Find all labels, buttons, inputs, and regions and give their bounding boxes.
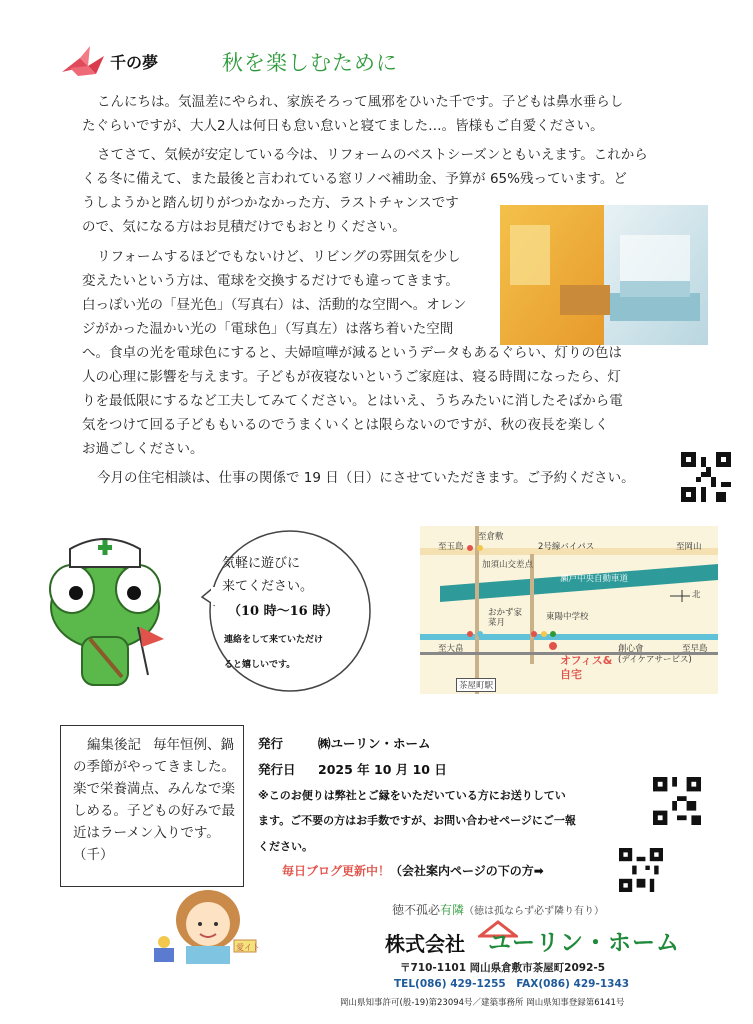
paper-crane-icon	[60, 44, 106, 80]
staff-tag: 愛イト	[236, 943, 260, 952]
body-line-13: りを最低限にするなど工夫してみてください。とはいえ、うちみたいに消したそばから電	[82, 393, 623, 409]
body-line-7: リフォームするほどでもないけど、リビングの雰囲気を少し	[97, 249, 461, 265]
map-label: 至岡山	[676, 542, 702, 552]
company-prefix: 株式会社	[385, 932, 465, 956]
body-line-14: 気をつけて回る子どももいるのでうまくいくとは限らないのですが、秋の夜長を楽しく	[82, 417, 609, 433]
column-subtitle: 秋を楽しむために	[222, 51, 398, 75]
qr-code[interactable]	[681, 452, 731, 502]
map-label: 至大畠	[438, 644, 464, 654]
map-label: 菜月	[488, 618, 506, 628]
map-label: 至玉島	[438, 542, 464, 552]
map-label: 瀬戸中央自動車道	[560, 574, 629, 584]
bubble-line-2: 来てください。	[222, 579, 314, 594]
bubble-hours: （10 時～16 時）	[228, 604, 339, 619]
body-line-6: ので、気になる方はお見積だけでもおとりください。	[82, 219, 406, 235]
bubble-note-2: ると嬉しいです。	[224, 660, 296, 670]
blog-notice-highlight: 毎日ブログ更新中！	[282, 864, 391, 878]
map-label: 東陽中学校	[546, 612, 589, 622]
map-label: 創心會	[618, 644, 644, 654]
body-line-4: くる冬に備えて、また最後と言われている窓リノベ補助金、予算が 65%残っています。ど	[82, 171, 627, 187]
company-brand: ユーリン・ホーム	[488, 930, 680, 956]
body-line-11: へ。食卓の光を電球色にすると、夫婦喧嘩が減るというデータもあるぐらい、灯りの色は	[82, 345, 622, 361]
column-title: 千の夢	[110, 53, 159, 72]
body-line-12: 人の心理に影響を与えます。子どもが夜寝ないというご家庭は、寝る時間になったら、灯	[82, 369, 621, 385]
blog-notice[interactable]	[282, 862, 544, 879]
qr-code-blog[interactable]	[653, 777, 701, 825]
motto-highlight: 有隣	[440, 903, 465, 917]
body-line-2: たぐらいですが、大人2人は何日も怠い怠いと寝てました…。皆様もご自愛ください。	[82, 118, 604, 134]
motto	[392, 901, 604, 918]
company-address: 〒710-1101 岡山県倉敷市茶屋町2092-5	[400, 962, 606, 974]
frog-mascot-icon	[30, 527, 180, 695]
editor-note-box	[60, 725, 244, 887]
body-line-10: ジがかった温かい光の「電球色」（写真左）は落ち着いた空間	[82, 321, 454, 337]
map-label: 2号線バイパス	[538, 542, 595, 552]
lighting-comparison-photo	[500, 205, 708, 345]
access-map	[420, 526, 718, 694]
map-label: オフィス&	[560, 654, 613, 667]
issuer-label: 発行	[258, 736, 284, 751]
notice-line-2: ます。ご不要の方はお手数ですが、お問い合わせページにご一報	[258, 814, 576, 827]
date-label: 発行日	[258, 762, 296, 777]
notice-line-1: ※このお便りは弊社とご縁をいただいている方にお送りしてい	[258, 789, 566, 802]
motto-reading: （徳は孤ならず必ず隣り有り）	[464, 906, 605, 917]
editor-note-text	[73, 734, 235, 866]
map-label: 茶屋町駅	[456, 678, 496, 692]
motto-main: 徳不孤必	[392, 903, 441, 917]
body-line-8: 変えたいという方は、電球を交換するだけでも違ってきます。	[82, 273, 459, 289]
body-line-5: うしようかと踏ん切りがつかなかった方、ラストチャンスです	[82, 195, 459, 211]
notice-line-3: ください。	[258, 840, 313, 853]
company-phone: TEL(086) 429-1255 FAX(086) 429-1343	[394, 978, 630, 990]
date-value: 2025 年 10 月 10 日	[318, 762, 447, 777]
map-label: 加須山交差点	[482, 560, 534, 570]
map-label: おかず家	[488, 608, 523, 618]
editor-note-heading: 編集後記	[87, 737, 141, 753]
blog-notice-rest: （会社案内ページの下の方➡	[390, 864, 544, 878]
issuer-value: ㈱ユーリン・ホーム	[318, 736, 431, 751]
map-label: (デイケアサービス)	[618, 655, 692, 665]
map-label: 自宅	[560, 668, 582, 681]
company-license: 岡山県知事許可(般-19)第23094号／建築事務所 岡山県知事登録第6141号	[340, 998, 625, 1008]
map-label: 至倉敷	[478, 532, 504, 542]
bubble-note-1: 連絡をして来ていただけ	[224, 635, 324, 645]
body-line-16: 今月の住宅相談は、仕事の関係で 19 日（日）にさせていただきます。ご予約ください。	[97, 470, 635, 486]
map-label: 北	[692, 590, 701, 600]
bubble-line-1: 気軽に遊びに	[222, 556, 301, 571]
body-line-3: さてさて、気候が安定している今は、リフォームのベストシーズンともいえます。これから	[97, 147, 648, 163]
body-line-15: お過ごしください。	[82, 441, 204, 457]
qr-code-company[interactable]	[619, 848, 663, 892]
body-line-9: 白っぽい光の「昼光色」（写真右）は、活動的な空間へ。オレン	[82, 297, 467, 313]
map-label: 至早島	[682, 644, 708, 654]
body-line-1: こんにちは。気温差にやられ、家族そろって風邪をひいた千です。子どもは鼻水垂らし	[97, 94, 624, 110]
editor-note-body: 毎年恒例、鍋の季節がやってきました。楽で栄養満点、みんなで楽しめる。子どもの好みで最近はラーメン入りです。（千）	[73, 737, 235, 863]
